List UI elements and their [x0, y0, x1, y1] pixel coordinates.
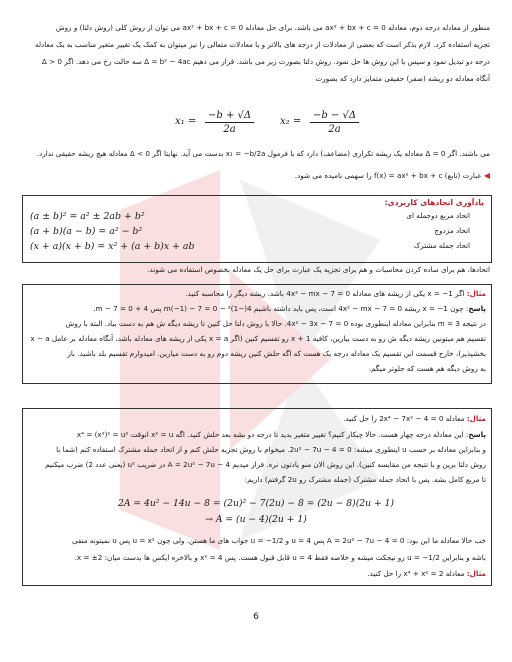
example-2-text: باشه و بنابراین u = −1/2 رو نیجکت میشه و خلاصه فقط u = 4 قابل قبول هست. پس x² = 4 و بالاخره ایکس ها بدست میان: x = ±2. [74, 553, 486, 562]
root-x1-formula: x₁ = −b + √Δ 2a [205, 109, 254, 136]
intro-line-1: منظور از معادله درجه دوم، معادله ax² + bx + c = 0 می باشد. برای حل معادله ax² + bx + c = 0 می توان از روش کلی (روش دلتا) و روش [55, 23, 490, 32]
example-2-text: و بنابراین معادله بر حسب u اینطوری میشه: 2u² − 7u − 4 = 0. میخوام با روش تجزیه حلش کنم و از اتحاد جمله مشترک استفاده کنم (شما با [56, 445, 486, 454]
example-1-text: بخشپذیر)، خارج قسمت این تقسیم یک معادله درجه یک هست که اگه حلش کنین ریشه دوم رو به دست میارین. امیدوارم تقسیم بلد باشید. باز [67, 349, 486, 358]
factoring-equation-2: → A = (u − 4)(2u + 1) [205, 514, 307, 525]
identity-row: اتحاد مزدوج (a + b)(a − b) = a² − b² [30, 226, 470, 237]
example-2-text: روش دلتا برین و با نتیجه من مقایسه کنین). این روش الان منو یادتون نره. قرار میدیم A = 2u² − 7u − 4 در ضریب u² (یعنی عدد 2) ضرب میکنیم [45, 460, 486, 469]
identities-usage-note: اتحادها، هم برای ساده کردن محاسبات و هم برای تجزیه یک عبارت برای حل یک معادله بخصوص استفاده می شوند. [147, 265, 490, 274]
intro-line-4: آنگاه معادله دو ریشه (صفر) حقیقی متمایز دارد که بصورت [315, 74, 490, 83]
example-1-answer: پاسخ: چون x = −1 ریشه 4x² − mx − 7 = 0 است، پس باید داشته باشیم 4(−1)² − m(−1) − 7 = 0 پس 4 + m − 7 = 0. [93, 304, 486, 313]
parabola-note: ◀ عبارت (تابع) f(x) = ax² + bx + c را سهمی نامیده می شود. [294, 171, 490, 180]
example-1-question: مثال: اگر x = −1 یکی از ریشه های معادله 4x² − mx − 7 = 0 باشد، ریشه دیگر را محاسبه کنید. [185, 289, 486, 298]
discriminant-cases: می باشند. اگر Δ = 0 معادله یک ریشه تکراری (مضاعف) دارد که با فرمول x₁ = −b/2a بدست می آید. نهایتا اگر Δ < 0 معادله هیچ ریشه حقیقی ندارد. [36, 149, 490, 158]
factoring-equation-1: 2A = 4u² − 14u − 8 = (2u)² − 7(2u) − 8 = (2u − 8)(2u + 1) [117, 498, 395, 509]
example-1-text: به روش دیگه هم هست که جلوتر میگم. [368, 364, 486, 373]
bullet-triangle-icon: ◀ [483, 171, 490, 180]
example-2-text: خب حالا معادله ما این بود: A = 2u² − 7u − 4 = 0 پس u = 4 و u = −1/2 جواب های ما هستن. ولی چون u = x² پس u نمیتونه منفی [71, 536, 486, 545]
page-number: 6 [253, 612, 259, 622]
example-1-text: تقسیم هم میتونین ریشه دیگه ش رو به دست بیارین، کافیه x + 1 رو تقسیم کنین (اگر x = a یکی از ریشه های معادله باشد، آنگاه معادله بر عامل x − a [30, 334, 486, 343]
intro-line-2: تجزیه استفاده کرد. لازم بذکر است که بعضی از معادلات از درجه های بالاتر و یا معادلات متعالی را نیز میتوان به کمک یک تغییر متغیر مناسب به یک معادله [34, 40, 490, 49]
example-1-text: در نتیجه m = 3 بنابراین معادله اینطوری بوده 4x² − 3x − 7 = 0. حالا با روش دلتا حل کنین تا ریشه دیگه ش هم به دست بیاد. البته با روش [65, 319, 486, 328]
example-2-answer: پاسخ: این معادله درجه چهار هست. حالا چیکار کنیم؟ تغییر متغیر بدید تا درجه دو بشه بعد حلش کنید. اگه x² = u انوقت x⁴ = (x²)² = u² [76, 430, 486, 439]
root-x2-formula: x₂ = −b − √Δ 2a [310, 109, 359, 136]
intro-line-3: درجه دو تبدیل نمود و سپس با این روش ها حل نمود. روش دلتا بصورت زیر می باشد. قرار می دهیم Δ = b² − 4ac سه حالت رخ می دهد. اگر Δ > 0 [41, 57, 490, 66]
quadratic-formula [0, 109, 512, 143]
identity-row: اتحاد مربع دوجمله ای (a ± b)² = a² ± 2ab + b² [30, 211, 470, 222]
example-2-text: تا مربع کامل بشه. پس با اتحاد جمله مشترک (جمله مشترک رو 2u گرفتم) داریم: [244, 475, 486, 484]
identity-row: اتحاد جمله مشترک (x + a)(x + b) = x² + (a + b)x + ab [30, 241, 470, 252]
identities-title: یادآوری اتحادهای کاربردی: [384, 198, 484, 207]
example-3-question: مثال: معادله x⁴ + x² = 2 را حل کنید. [367, 569, 486, 578]
example-2-question: مثال: معادله 2x⁴ − 7x² − 4 = 0 را حل کنید. [343, 414, 486, 423]
